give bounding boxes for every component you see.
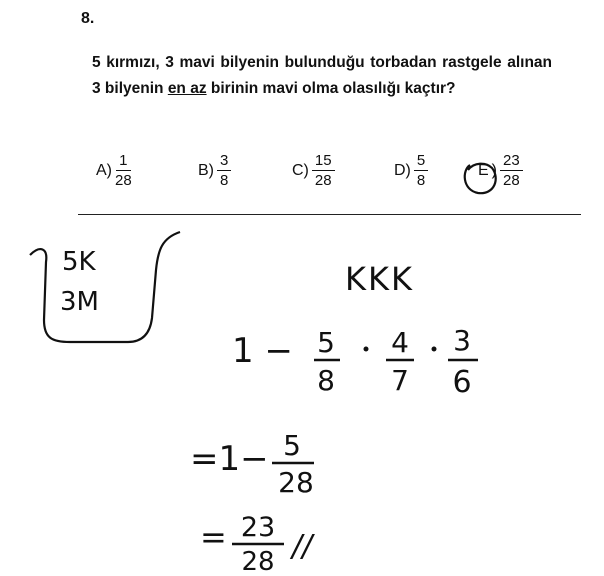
answer-circle-mark xyxy=(465,161,497,193)
option-b-label: B) xyxy=(198,161,214,179)
option-e-label: E xyxy=(478,161,489,179)
option-a-numerator: 1 xyxy=(116,152,130,171)
bag-drawing xyxy=(30,232,180,342)
option-b-denominator: 8 xyxy=(220,172,229,189)
step2-den: 28 xyxy=(278,466,314,499)
step1-dot1 xyxy=(364,347,369,352)
question-text-part2: birinin mavi olma olasılığı kaçtır? xyxy=(206,80,456,97)
step3-prefix: = xyxy=(200,518,227,556)
step3-done-mark: // xyxy=(292,529,313,564)
option-e-paren: ) xyxy=(491,161,497,179)
option-c-denominator: 28 xyxy=(314,172,332,189)
option-a-label: A) xyxy=(96,161,112,179)
step2-prefix: =1− xyxy=(190,439,269,479)
option-c-label: C) xyxy=(292,161,309,179)
option-d-denominator: 8 xyxy=(416,172,426,189)
bag-red-count: 5K xyxy=(62,247,96,277)
option-b-numerator: 3 xyxy=(217,152,231,171)
option-c-numerator: 15 xyxy=(312,152,335,171)
step1-frac1-num: 5 xyxy=(317,326,335,359)
option-d-label: D) xyxy=(394,161,411,179)
question-number: 8. xyxy=(81,10,95,27)
option-d-numerator: 5 xyxy=(414,152,428,171)
step1-frac2-den: 7 xyxy=(391,364,409,397)
step1-frac1-den: 8 xyxy=(317,364,335,397)
kkk-label: KKK xyxy=(345,260,414,298)
step2-num: 5 xyxy=(283,429,301,462)
option-e-denominator: 28 xyxy=(503,172,520,189)
step1-dot2 xyxy=(432,347,437,352)
option-a-denominator: 28 xyxy=(115,172,132,189)
step1-frac3-num: 3 xyxy=(453,324,471,357)
option-e-numerator: 23 xyxy=(500,152,523,171)
step1-frac2-num: 4 xyxy=(391,326,409,359)
step1-frac3-den: 6 xyxy=(452,365,472,400)
question-text-underlined: en az xyxy=(167,80,207,97)
step3-den: 28 xyxy=(241,547,275,576)
step1-prefix: 1 − xyxy=(232,331,293,371)
step3-num: 23 xyxy=(240,512,276,543)
bag-blue-count: 3M xyxy=(60,287,99,317)
question-text-part1: 5 kırmızı, 3 mavi bilyenin bulunduğu torbadan rastgele alınan 3 bilyenin xyxy=(92,54,552,97)
